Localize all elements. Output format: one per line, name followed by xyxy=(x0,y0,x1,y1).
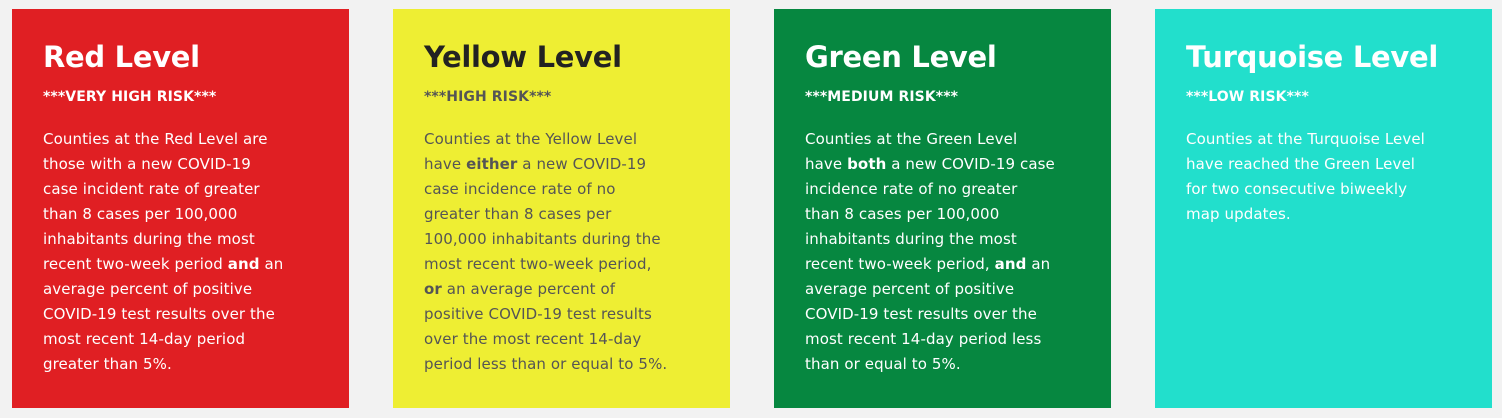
card-description xyxy=(805,127,1087,377)
description-line xyxy=(424,252,706,277)
description-text: for two consecutive biweekly xyxy=(1186,180,1408,198)
description-text: inhabitants during the most xyxy=(43,230,255,248)
description-line xyxy=(805,252,1087,277)
description-line xyxy=(424,327,706,352)
description-text: average percent of positive xyxy=(43,280,253,298)
card-red-level xyxy=(12,9,349,408)
description-line xyxy=(805,202,1087,227)
description-text: 100,000 inhabitants during the xyxy=(424,230,661,248)
emphasis-text: or xyxy=(424,280,442,298)
description-text: average percent of positive xyxy=(805,280,1015,298)
description-line xyxy=(805,152,1087,177)
description-line xyxy=(424,152,706,177)
description-text: most recent two-week period, xyxy=(424,255,652,273)
description-text: COVID-19 test results over the xyxy=(43,305,275,323)
description-text: period less than or equal to 5%. xyxy=(424,355,668,373)
emphasis-text: and xyxy=(227,255,260,273)
description-text: have reached the Green Level xyxy=(1186,155,1416,173)
description-text: a new COVID-19 case xyxy=(886,155,1055,173)
description-line xyxy=(43,252,325,277)
description-line xyxy=(424,202,706,227)
description-text: Counties at the Yellow Level xyxy=(424,130,638,148)
description-text: incidence rate of no greater xyxy=(805,180,1018,198)
description-line xyxy=(424,177,706,202)
description-text: case incident rate of greater xyxy=(43,180,260,198)
description-line xyxy=(43,202,325,227)
description-line xyxy=(43,302,325,327)
description-line xyxy=(805,327,1087,352)
description-text: than 8 cases per 100,000 xyxy=(43,205,238,223)
description-text: most recent 14-day period xyxy=(43,330,246,348)
description-line xyxy=(43,327,325,352)
risk-label: ***VERY HIGH RISK*** xyxy=(43,89,217,105)
description-text: than or equal to 5%. xyxy=(805,355,961,373)
card-description xyxy=(43,127,325,377)
description-line xyxy=(43,152,325,177)
description-line xyxy=(805,302,1087,327)
description-text: greater than 8 cases per xyxy=(424,205,612,223)
description-text: have xyxy=(805,155,848,173)
description-text: an xyxy=(259,255,284,273)
description-text: Counties at the Red Level are xyxy=(43,130,268,148)
description-line xyxy=(43,127,325,152)
description-line xyxy=(805,127,1087,152)
emphasis-text: both xyxy=(847,155,887,173)
emphasis-text: either xyxy=(466,155,518,173)
description-text: positive COVID-19 test results xyxy=(424,305,652,323)
card-title: Red Level xyxy=(43,40,200,74)
description-line xyxy=(424,127,706,152)
description-text: an average percent of xyxy=(441,280,616,298)
description-line xyxy=(805,352,1087,377)
card-description xyxy=(1186,127,1468,227)
description-line xyxy=(43,227,325,252)
card-title: Green Level xyxy=(805,40,997,74)
description-text: inhabitants during the most xyxy=(805,230,1017,248)
emphasis-text: and xyxy=(994,255,1027,273)
description-line xyxy=(1186,202,1468,227)
description-text: Counties at the Green Level xyxy=(805,130,1018,148)
description-line xyxy=(1186,177,1468,202)
description-line xyxy=(805,177,1087,202)
description-line xyxy=(424,352,706,377)
description-text: map updates. xyxy=(1186,205,1291,223)
description-text: Counties at the Turquoise Level xyxy=(1186,130,1425,148)
card-yellow-level xyxy=(393,9,730,408)
description-text: most recent 14-day period less xyxy=(805,330,1042,348)
risk-label: ***MEDIUM RISK*** xyxy=(805,89,959,105)
description-text: COVID-19 test results over the xyxy=(805,305,1037,323)
description-text: a new COVID-19 xyxy=(517,155,647,173)
description-line xyxy=(1186,152,1468,177)
card-description xyxy=(424,127,706,377)
description-text: recent two-week period, xyxy=(805,255,995,273)
risk-label: ***LOW RISK*** xyxy=(1186,89,1309,105)
description-line xyxy=(1186,127,1468,152)
description-text: have xyxy=(424,155,467,173)
description-text: an xyxy=(1026,255,1051,273)
card-title: Yellow Level xyxy=(424,40,622,74)
description-line xyxy=(43,277,325,302)
description-text: those with a new COVID-19 xyxy=(43,155,251,173)
description-text: than 8 cases per 100,000 xyxy=(805,205,1000,223)
description-text: recent two-week period xyxy=(43,255,228,273)
card-title: Turquoise Level xyxy=(1186,40,1438,74)
description-text: over the most recent 14-day xyxy=(424,330,642,348)
description-line xyxy=(424,227,706,252)
card-turquoise-level xyxy=(1155,9,1492,408)
description-line xyxy=(805,227,1087,252)
description-line xyxy=(43,352,325,377)
description-line xyxy=(424,302,706,327)
description-text: case incidence rate of no xyxy=(424,180,616,198)
description-text: greater than 5%. xyxy=(43,355,172,373)
risk-label: ***HIGH RISK*** xyxy=(424,89,552,105)
description-line xyxy=(43,177,325,202)
description-line xyxy=(424,277,706,302)
description-line xyxy=(805,277,1087,302)
card-green-level xyxy=(774,9,1111,408)
